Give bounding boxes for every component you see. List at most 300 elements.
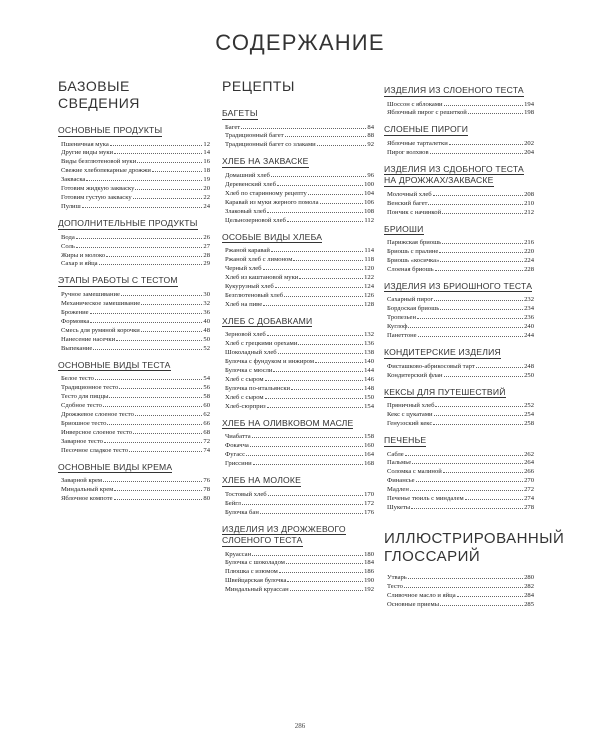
toc-entry-page: 52 (203, 344, 210, 352)
toc-entry-page: 228 (524, 266, 534, 274)
toc-entry-title: Булочка по-итальянски (225, 384, 291, 392)
toc-entry-page: 148 (364, 384, 374, 392)
toc-entry (58, 166, 210, 175)
toc-entry-page: 76 (203, 477, 210, 485)
toc-entry (384, 238, 534, 247)
toc-entry (58, 437, 210, 446)
toc-entry (384, 485, 534, 494)
toc-entry-page: 258 (524, 420, 534, 428)
toc-entry-title: Нанесение насечки (61, 335, 116, 343)
toc-entry-title: Хлеб на пиве (225, 300, 263, 308)
toc-entry (58, 476, 210, 485)
toc-entry-page: 20 (203, 185, 210, 193)
toc-entry-page: 212 (524, 208, 534, 216)
toc-entry (58, 494, 210, 503)
section-heading-text: ХЛЕБ НА ОЛИВКОВОМ МАСЛЕ (222, 417, 354, 428)
toc-entry-title: Круассан (225, 550, 252, 558)
dot-leader (273, 366, 363, 372)
dot-leader (252, 550, 363, 556)
toc-entry (58, 202, 210, 211)
toc-entry-page: 24 (203, 203, 210, 211)
toc-section (58, 125, 210, 211)
toc-entry-title: Сдобное тесто (61, 401, 102, 409)
section-heading (384, 124, 534, 136)
toc-entry-title: Смесь для румяной корочки (61, 326, 140, 334)
toc-entry (384, 331, 534, 340)
toc-entry (222, 384, 374, 393)
toc-entry-title: Виды безглютеновой муки (61, 158, 137, 166)
toc-entry (58, 233, 210, 242)
section-heading-line (384, 435, 534, 447)
toc-entry-title: Миндальный круассан (225, 586, 289, 594)
toc-entry (384, 582, 534, 591)
toc-entry-page: 224 (524, 257, 534, 265)
dot-leader (443, 467, 523, 473)
toc-entry-title: Инверсное слоеное тесто (61, 428, 132, 436)
section-heading-text: НА ДРОЖЖАХ/ЗАКВАСКЕ (384, 175, 494, 186)
toc-entry-title: Миндальный крем (61, 486, 114, 494)
dot-leader (418, 331, 524, 337)
toc-entry-page: 50 (203, 335, 210, 343)
section-heading-text: ПЕЧЕНЬЕ (384, 435, 427, 446)
dot-leader (405, 450, 523, 456)
toc-entry-page: 160 (364, 442, 374, 450)
toc-section (384, 164, 534, 217)
toc-entry (222, 180, 374, 189)
section-heading (222, 156, 374, 168)
dot-leader (137, 157, 202, 163)
toc-entry-page: 204 (524, 148, 534, 156)
dot-leader (442, 208, 523, 214)
toc-section (58, 218, 210, 268)
dot-leader (416, 476, 524, 482)
section-heading (384, 164, 534, 187)
toc-entry-title: Гриссини (225, 460, 252, 468)
toc-entry-title: Чиабатта (225, 433, 251, 441)
toc-entry-title: Яблочные тарталетки (387, 139, 448, 147)
toc-entry-page: 74 (203, 446, 210, 454)
toc-entry (384, 190, 534, 199)
toc-entry-page: 285 (524, 601, 534, 609)
dot-leader (440, 256, 523, 262)
toc-entry-title: Традиционный багет (225, 132, 284, 140)
toc-entry-title: Традиционный багет со злаками (225, 141, 316, 149)
toc-entry (384, 295, 534, 304)
dot-leader (408, 322, 523, 328)
dot-leader (252, 432, 363, 438)
toc-entry-page: 132 (364, 331, 374, 339)
dot-leader (287, 216, 363, 222)
toc-entry-list (384, 190, 534, 217)
section-heading-line (384, 85, 534, 97)
toc-entry-title: Хлеб-сюрприз (225, 402, 266, 410)
dot-leader (110, 140, 203, 146)
toc-entry-page: 184 (364, 559, 374, 567)
toc-entry-title: Заварное тесто (61, 437, 103, 445)
toc-entry-title: Заварной крем (61, 477, 103, 485)
section-heading-line (222, 475, 374, 487)
dot-leader (442, 238, 523, 244)
page-number: 286 (294, 722, 306, 730)
dot-leader (107, 419, 202, 425)
toc-entry-page: 208 (524, 190, 534, 198)
toc-entry-page: 146 (364, 376, 374, 384)
toc-entry-page: 192 (364, 586, 374, 594)
toc-entry-page: 254 (524, 411, 534, 419)
dot-leader (90, 317, 202, 323)
toc-entry (58, 392, 210, 401)
dot-leader (444, 371, 524, 377)
section-heading-text: ИЗДЕЛИЯ ИЗ СДОБНОГО ТЕСТА (384, 163, 524, 174)
toc-entry-title: Домашний хлеб (225, 171, 270, 179)
section-heading (384, 347, 534, 359)
dot-leader (263, 300, 363, 306)
dot-leader (293, 255, 363, 261)
dot-leader (411, 503, 523, 509)
dot-leader (449, 139, 523, 145)
toc-entry (58, 259, 210, 268)
toc-entry (58, 446, 210, 455)
dot-leader (412, 458, 523, 464)
toc-entry (384, 256, 534, 265)
toc-section (222, 418, 374, 468)
toc-entry-page: 252 (524, 402, 534, 410)
toc-entry (222, 123, 374, 132)
section-heading-line (222, 524, 374, 536)
toc-entry-title: Ручное замешивание (61, 290, 120, 298)
toc-entry (222, 216, 374, 225)
dot-leader (315, 357, 363, 363)
glossary-title-line: ГЛОССАРИЙ (384, 548, 481, 566)
dot-leader (410, 485, 523, 491)
toc-entry-title: Булочка с шоколадом (225, 559, 285, 567)
toc-entry (222, 264, 374, 273)
dot-leader (476, 362, 523, 368)
toc-entry-title: Пирог волхвов (387, 148, 429, 156)
section-heading-text: ЭТАПЫ РАБОТЫ С ТЕСТОМ (58, 275, 178, 286)
section-heading-text: ИЗДЕЛИЯ ИЗ СЛОЕНОГО ТЕСТА (384, 85, 524, 95)
toc-entry-title: Механическое замешивание (61, 299, 141, 307)
toc-entry (58, 410, 210, 419)
toc-entry-list (58, 233, 210, 269)
section-heading-text: СЛОЕНЫЕ ПИРОГИ (384, 124, 469, 135)
dot-leader (435, 265, 523, 271)
dot-leader (253, 459, 363, 465)
dot-leader (291, 384, 363, 390)
toc-entry-page: 56 (203, 384, 210, 392)
toc-entry (222, 348, 374, 357)
toc-entry-title: Куглоф (387, 323, 408, 331)
toc-entry-list (222, 171, 374, 225)
toc-entry-title: Тесто для пиццы (61, 393, 109, 401)
toc-entry-title: Выпекание (61, 344, 93, 352)
toc-entry (58, 374, 210, 383)
section-heading-line (384, 124, 534, 136)
toc-section (222, 156, 374, 224)
dot-leader (279, 567, 363, 573)
dot-leader (93, 344, 202, 350)
section-heading-text: СЛОЕНОГО ТЕСТА (222, 535, 303, 545)
section-heading-line (384, 281, 534, 293)
toc-entry-title: Деревенский хлеб (225, 180, 276, 188)
dot-leader (440, 304, 523, 310)
toc-entry (222, 550, 374, 559)
dot-leader (265, 375, 364, 381)
toc-entry (58, 299, 210, 308)
toc-section (58, 275, 210, 352)
toc-entry-title: Венский багет (387, 199, 428, 207)
toc-entry-title: Свежие хлебопекарные дрожжи (61, 167, 151, 175)
toc-entry-title: Шоколадный хлеб (225, 349, 277, 357)
toc-entry (384, 573, 534, 582)
toc-entry-list (384, 401, 534, 428)
dot-leader (263, 264, 364, 270)
section-heading-text: ИЗДЕЛИЯ ИЗ ДРОЖЖЕВОГО (222, 523, 346, 534)
toc-entry (222, 576, 374, 585)
section-heading (384, 224, 534, 236)
section-heading-line (58, 125, 210, 137)
toc-entry-title: Белое тесто (61, 375, 94, 383)
toc-entry-page: 32 (203, 299, 210, 307)
toc-entry-page: 266 (524, 468, 534, 476)
toc-entry-page: 170 (364, 490, 374, 498)
toc-entry-page: 136 (364, 340, 374, 348)
toc-entry-page: 62 (203, 410, 210, 418)
dot-leader (129, 446, 202, 452)
section-heading (58, 275, 210, 287)
toc-entry-title: Песочное сладкое тесто (61, 446, 129, 454)
dot-leader (287, 576, 363, 582)
dot-leader (119, 383, 202, 389)
toc-entry-page: 88 (367, 132, 374, 140)
dot-leader (116, 335, 202, 341)
section-heading-text: ДОПОЛНИТЕЛЬНЫЕ ПРОДУКТЫ (58, 218, 198, 229)
section-heading (222, 316, 374, 328)
dot-leader (133, 193, 203, 199)
dot-leader (408, 573, 523, 579)
dot-leader (133, 428, 202, 434)
toc-section (384, 224, 534, 274)
toc-entry (58, 401, 210, 410)
section-heading-line (58, 275, 210, 287)
toc-entry-page: 118 (364, 256, 374, 264)
dot-leader (90, 308, 203, 314)
toc-entry (384, 450, 534, 459)
dot-leader (250, 441, 363, 447)
dot-leader (152, 166, 202, 172)
toc-entry (384, 410, 534, 419)
section-heading-text: ОСНОВНЫЕ ПРОДУКТЫ (58, 125, 163, 135)
toc-entry-page: 284 (524, 592, 534, 600)
toc-entry (384, 304, 534, 313)
section-heading-line (222, 418, 374, 430)
toc-entry-page: 114 (364, 247, 374, 255)
toc-entry-title: Ржаной каравай (225, 247, 270, 255)
toc-entry-page: 202 (524, 139, 534, 147)
toc-entry-page: 80 (203, 495, 210, 503)
toc-entry-title: Хлеб с сыром (225, 376, 264, 384)
dot-leader (457, 591, 523, 597)
toc-entry-title: Яблочное компоте (61, 495, 113, 503)
toc-entry-title: Злаковый хлеб (225, 207, 267, 215)
toc-entry-page: 96 (367, 171, 374, 179)
toc-entry (58, 335, 210, 344)
toc-entry-page: 262 (524, 450, 534, 458)
dot-leader (260, 508, 363, 514)
toc-entry-title: Булочка бан (225, 508, 259, 516)
toc-entry-title: Готовим густую закваску (61, 194, 132, 202)
toc-entry-title: Мадлен (387, 486, 409, 494)
toc-entry (222, 432, 374, 441)
section-heading (222, 108, 374, 120)
toc-entry-page: 100 (364, 180, 374, 188)
section-heading-text: ОСНОВНЫЕ ВИДЫ ТЕСТА (58, 359, 171, 370)
toc-column-more-recipes (384, 78, 565, 609)
toc-entry-page: 48 (203, 326, 210, 334)
dot-leader (317, 140, 367, 146)
section-heading-line (222, 535, 374, 547)
toc-entry-page: 54 (203, 375, 210, 383)
toc-entry-title: Цельнозерновой хлеб (225, 216, 286, 224)
toc-entry (58, 383, 210, 392)
toc-entry (222, 393, 374, 402)
toc-entry-page: 186 (364, 568, 374, 576)
toc-entry (384, 467, 534, 476)
section-heading (58, 462, 210, 474)
toc-entry-title: Шукеты (387, 504, 411, 512)
section-heading-line (222, 108, 374, 120)
toc-entry-page: 232 (524, 296, 534, 304)
toc-entry-page: 128 (364, 300, 374, 308)
toc-entry-title: Жиры и молоко (61, 251, 106, 259)
toc-entry-title: Молочный хлеб (387, 190, 432, 198)
section-heading-line (58, 218, 210, 230)
toc-entry-list (222, 550, 374, 595)
dot-leader (265, 393, 364, 399)
toc-entry-list (384, 362, 534, 380)
toc-entry (222, 357, 374, 366)
toc-entry-title: Утварь (387, 574, 407, 582)
toc-entry-title: Шоссон с яблоками (387, 100, 443, 108)
toc-entry-page: 112 (364, 216, 374, 224)
toc-entry-title: Сливочное масло и яйца (387, 592, 456, 600)
toc-entry (384, 600, 534, 609)
toc-entry-page: 140 (364, 358, 374, 366)
dot-leader (465, 494, 523, 500)
dot-leader (277, 180, 363, 186)
toc-entry-list (58, 476, 210, 503)
toc-entry (58, 175, 210, 184)
dot-leader (468, 108, 523, 114)
section-heading (384, 281, 534, 293)
dot-leader (135, 184, 202, 190)
toc-entry (222, 339, 374, 348)
dot-leader (433, 190, 523, 196)
toc-entry (384, 401, 534, 410)
toc-entry-page: 264 (524, 459, 534, 467)
dot-leader (246, 450, 363, 456)
section-heading (384, 387, 534, 399)
toc-entry-page: 126 (364, 291, 374, 299)
toc-entry-page: 180 (364, 550, 374, 558)
toc-entry-page: 240 (524, 323, 534, 331)
dot-leader (428, 199, 523, 205)
toc-entry (58, 485, 210, 494)
toc-entry-page: 270 (524, 477, 534, 485)
dot-leader (299, 273, 363, 279)
toc-entry (222, 508, 374, 517)
toc-entry-list (384, 295, 534, 340)
dot-leader (271, 246, 363, 252)
toc-entry-list (222, 490, 374, 517)
toc-entry-list (384, 573, 534, 609)
toc-entry (222, 490, 374, 499)
section-heading-line (384, 387, 534, 399)
toc-entry (384, 265, 534, 274)
toc-entry-title: Кондитерский флан (387, 371, 443, 379)
toc-entry (58, 326, 210, 335)
section-heading-text: КОНДИТЕРСКИЕ ИЗДЕЛИЯ (384, 347, 501, 358)
dot-leader (114, 485, 202, 491)
toc-entry-title: Каравай из муки жерного помола (225, 198, 319, 206)
toc-entry-title: Генуэзский кекс (387, 420, 433, 428)
toc-entry-title: Соломка с малиной (387, 468, 442, 476)
section-heading-text: ИЗДЕЛИЯ ИЗ БРИОШНОГО ТЕСТА (384, 280, 533, 291)
dot-leader (76, 233, 203, 239)
toc-entry-page: 144 (364, 367, 374, 375)
dot-leader (242, 499, 363, 505)
section-heading (222, 418, 374, 430)
dot-leader (76, 242, 203, 248)
toc-entry-title: Бейгл (225, 499, 241, 507)
toc-entry (222, 207, 374, 216)
toc-entry-list (222, 123, 374, 150)
toc-section (384, 124, 534, 156)
toc-entry (222, 567, 374, 576)
page-title: СОДЕРЖАНИЕ (215, 30, 385, 55)
toc-entry-title: Тостовый хлеб (225, 490, 267, 498)
toc-entry (384, 494, 534, 503)
toc-entry-page: 234 (524, 305, 534, 313)
toc-entry-page: 106 (364, 198, 374, 206)
toc-entry-list (384, 100, 534, 118)
toc-entry-title: Хлеб с грецкими орехами (225, 340, 298, 348)
dot-leader (433, 419, 523, 425)
toc-section (222, 316, 374, 411)
toc-entry-title: Бриошное тесто (61, 419, 107, 427)
toc-section (222, 232, 374, 309)
dot-leader (95, 374, 202, 380)
toc-entry-page: 124 (364, 282, 374, 290)
toc-entry-page: 40 (203, 317, 210, 325)
toc-entry (222, 291, 374, 300)
toc-entry-list (384, 238, 534, 274)
toc-entry (222, 300, 374, 309)
toc-entry (222, 366, 374, 375)
toc-section (58, 462, 210, 503)
toc-entry-page: 198 (524, 109, 534, 117)
toc-entry-title: Брожение (61, 308, 89, 316)
toc-entry-title: Пончик с начинкой (387, 208, 442, 216)
section-heading-line (222, 316, 374, 328)
toc-entry-title: Тесто (387, 583, 403, 591)
toc-entry (222, 450, 374, 459)
toc-entry-title: Ржаной хлеб с лимоном (225, 256, 293, 264)
toc-entry-title: Кекс с цукатами (387, 411, 433, 419)
toc-entry-list (58, 290, 210, 353)
toc-entry (222, 273, 374, 282)
section-heading (222, 475, 374, 487)
